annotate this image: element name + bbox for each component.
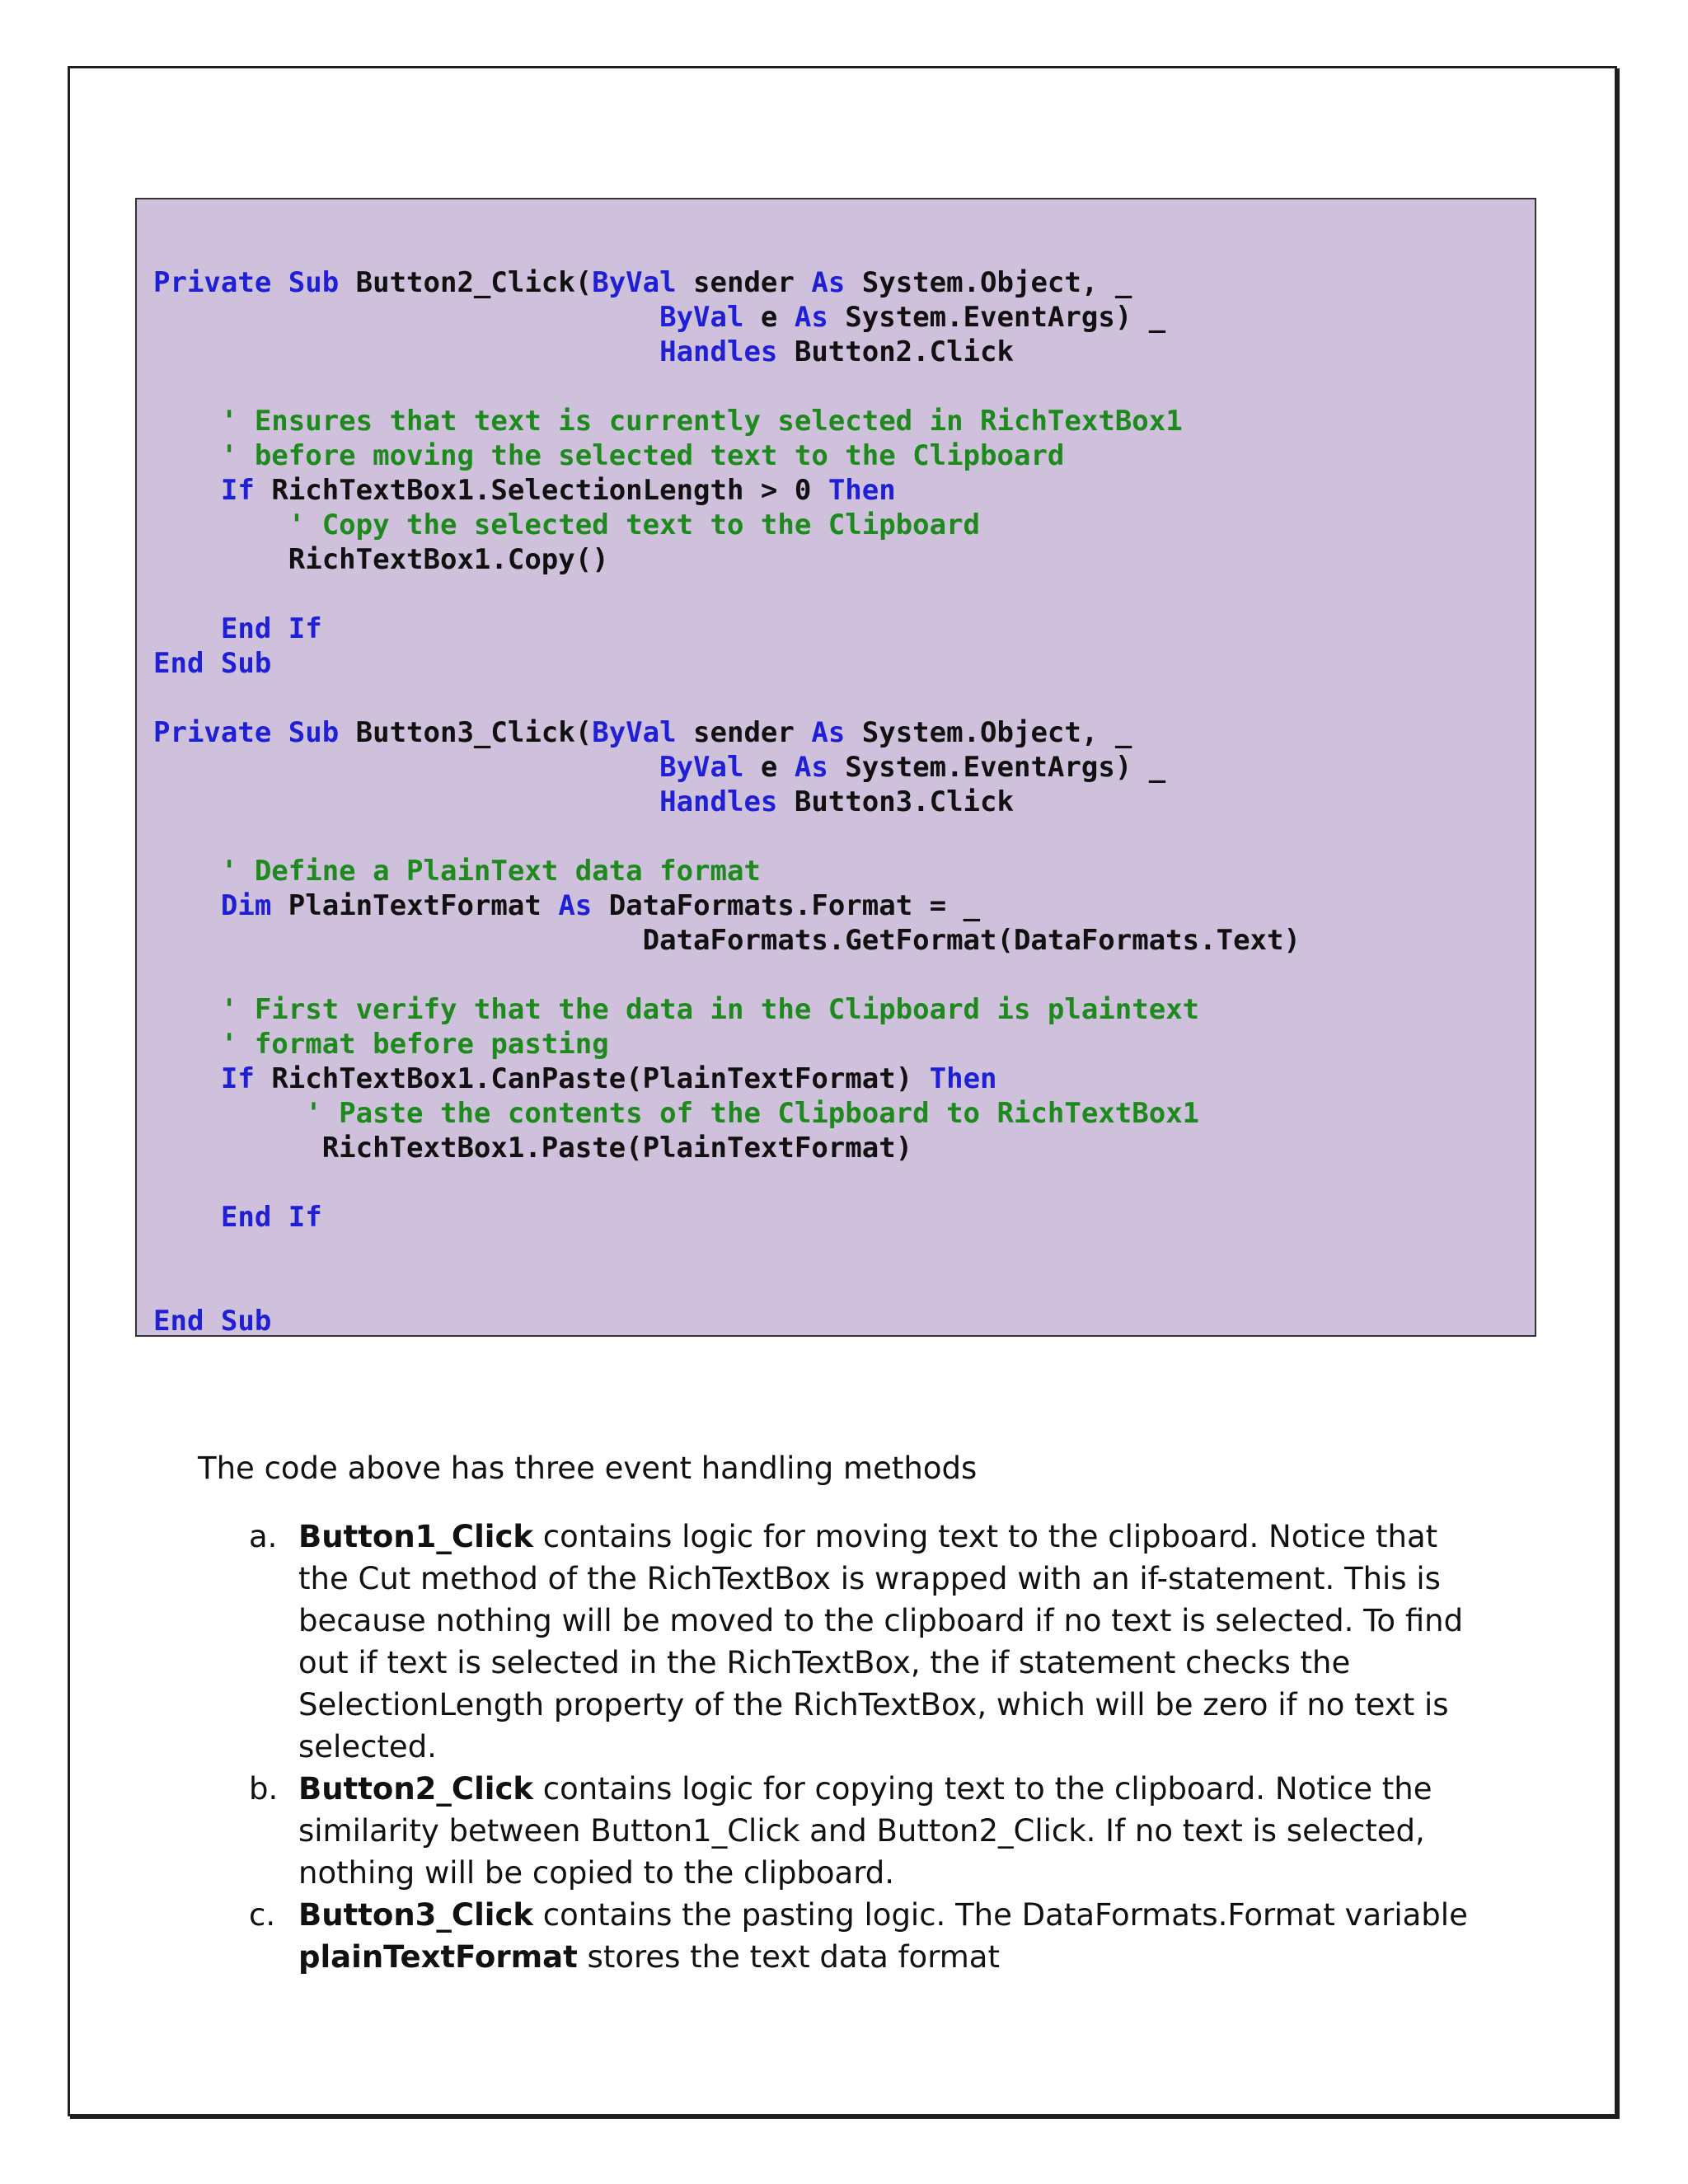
code-text: e bbox=[743, 301, 795, 334]
code-keyword: ByVal bbox=[592, 716, 677, 749]
list-marker: a. bbox=[249, 1519, 278, 1554]
code-line bbox=[153, 646, 1301, 681]
code-keyword: Handles bbox=[659, 335, 778, 368]
code-text bbox=[153, 1201, 221, 1234]
code-text: Button3_Click( bbox=[355, 716, 593, 749]
code-keyword: Then bbox=[828, 474, 896, 507]
code-blank-line bbox=[153, 958, 1301, 992]
method-description: contains the pasting logic. The DataFormats.Format variable bbox=[532, 1897, 1468, 1933]
code-text: DataFormats.Format = _ bbox=[592, 889, 981, 922]
code-text: PlainTextFormat bbox=[271, 889, 559, 922]
code-line bbox=[153, 992, 1301, 1027]
code-line bbox=[153, 715, 1301, 750]
method-description: contains logic for moving text to the clipboard. Notice that the Cut method of the RichTextBox is wrapped with an if-statement. This is because nothing will be moved to the clipboard if no text is selected. To find out if text is selected in the RichTextBox, the if statement checks the SelectionLength property of the RichTextBox, which will be zero if no text is selected. bbox=[298, 1519, 1464, 1765]
code-line bbox=[153, 542, 1301, 577]
code-keyword: As bbox=[794, 751, 828, 784]
code-keyword: Private Sub bbox=[153, 716, 356, 749]
code-line bbox=[153, 750, 1301, 785]
method-name: Button1_Click bbox=[298, 1519, 533, 1554]
code-text: RichTextBox1.Copy() bbox=[153, 543, 609, 576]
explanation-section bbox=[198, 1447, 1484, 1978]
code-keyword: End Sub bbox=[153, 647, 272, 680]
code-keyword: As bbox=[811, 716, 846, 749]
code-line bbox=[153, 1304, 1301, 1338]
code-keyword: ByVal bbox=[659, 751, 744, 784]
code-text: System.EventArgs) _ bbox=[828, 751, 1166, 784]
code-text bbox=[153, 993, 221, 1026]
code-text: DataFormats.GetFormat(DataFormats.Text) bbox=[153, 924, 1301, 957]
code-keyword: If bbox=[220, 474, 255, 507]
code-keyword: End If bbox=[220, 612, 322, 645]
code-lines bbox=[153, 265, 1301, 1338]
code-line bbox=[153, 404, 1301, 438]
methods-list bbox=[198, 1516, 1484, 1978]
code-keyword: As bbox=[558, 889, 593, 922]
code-blank-line bbox=[153, 1269, 1301, 1304]
code-keyword: As bbox=[811, 266, 846, 299]
code-blank-line bbox=[153, 1165, 1301, 1200]
code-keyword: As bbox=[794, 301, 828, 334]
code-line bbox=[153, 1131, 1301, 1165]
code-line bbox=[153, 923, 1301, 958]
code-text bbox=[153, 439, 221, 472]
list-item-button3-click bbox=[198, 1894, 1484, 1978]
code-line bbox=[153, 854, 1301, 888]
code-text: RichTextBox1.Paste(PlainTextFormat) bbox=[153, 1132, 913, 1165]
code-comment: ' format before pasting bbox=[220, 1028, 609, 1061]
code-text bbox=[153, 855, 221, 888]
code-keyword: Then bbox=[929, 1062, 997, 1095]
code-text: Button2.Click bbox=[777, 335, 1014, 368]
code-comment: ' Define a PlainText data format bbox=[220, 855, 761, 888]
explanation-intro: The code above has three event handling methods bbox=[198, 1451, 978, 1486]
code-blank-line bbox=[153, 369, 1301, 404]
code-line bbox=[153, 473, 1301, 508]
code-keyword: End If bbox=[220, 1201, 322, 1234]
code-text bbox=[153, 751, 659, 784]
code-blank-line bbox=[153, 1235, 1301, 1269]
code-comment: ' Copy the selected text to the Clipboard bbox=[288, 509, 981, 541]
code-text: sender bbox=[676, 266, 812, 299]
code-text bbox=[153, 1097, 305, 1130]
code-comment: ' before moving the selected text to the Clipboard bbox=[220, 439, 1065, 472]
code-text bbox=[153, 509, 288, 541]
code-line bbox=[153, 335, 1301, 369]
code-keyword: If bbox=[220, 1062, 255, 1095]
code-keyword: Private Sub bbox=[153, 266, 356, 299]
code-text bbox=[153, 474, 221, 507]
code-line bbox=[153, 508, 1301, 542]
list-item-button1-click bbox=[198, 1516, 1484, 1768]
code-text: e bbox=[743, 751, 795, 784]
code-line bbox=[153, 438, 1301, 473]
method-name: Button2_Click bbox=[298, 1771, 533, 1807]
code-line bbox=[153, 265, 1301, 300]
code-text bbox=[153, 301, 659, 334]
code-text: Button2_Click( bbox=[355, 266, 593, 299]
code-text bbox=[153, 1062, 221, 1095]
code-keyword: ByVal bbox=[592, 266, 677, 299]
code-text: RichTextBox1.CanPaste(PlainTextFormat) bbox=[254, 1062, 930, 1095]
code-text: System.Object, _ bbox=[845, 716, 1132, 749]
code-line bbox=[153, 785, 1301, 819]
code-line bbox=[153, 612, 1301, 646]
code-text: System.Object, _ bbox=[845, 266, 1132, 299]
list-item-button2-click bbox=[198, 1768, 1484, 1894]
code-line bbox=[153, 300, 1301, 335]
method-name: Button3_Click bbox=[298, 1897, 533, 1933]
code-keyword: Handles bbox=[659, 785, 778, 818]
code-text: sender bbox=[676, 716, 812, 749]
code-text bbox=[153, 785, 659, 818]
method-description-tail: stores the text data format bbox=[577, 1939, 1000, 1975]
code-line bbox=[153, 1096, 1301, 1131]
code-keyword: ByVal bbox=[659, 301, 744, 334]
code-comment: ' First verify that the data in the Clipboard is plaintext bbox=[220, 993, 1200, 1026]
code-listing-box bbox=[135, 198, 1536, 1337]
code-line bbox=[153, 1062, 1301, 1096]
code-text bbox=[153, 612, 221, 645]
code-line bbox=[153, 1200, 1301, 1235]
list-marker: c. bbox=[249, 1897, 276, 1933]
code-blank-line bbox=[153, 577, 1301, 612]
code-text bbox=[153, 405, 221, 438]
code-blank-line bbox=[153, 819, 1301, 854]
code-comment: ' Paste the contents of the Clipboard to RichTextBox1 bbox=[305, 1097, 1200, 1130]
code-blank-line bbox=[153, 681, 1301, 715]
code-line bbox=[153, 888, 1301, 923]
code-comment: ' Ensures that text is currently selected in RichTextBox1 bbox=[220, 405, 1183, 438]
code-line bbox=[153, 1027, 1301, 1062]
code-text bbox=[153, 889, 221, 922]
method-description: contains logic for copying text to the clipboard. Notice the similarity between Button1_Click and Button2_Click. If no text is selected, nothing will be copied to the clipboard. bbox=[298, 1771, 1432, 1891]
variable-name-term: plainTextFormat bbox=[298, 1939, 578, 1975]
code-text: System.EventArgs) _ bbox=[828, 301, 1166, 334]
code-text bbox=[153, 1028, 221, 1061]
code-text: RichTextBox1.SelectionLength > 0 bbox=[254, 474, 828, 507]
code-text: Button3.Click bbox=[777, 785, 1014, 818]
code-text bbox=[153, 335, 659, 368]
code-keyword: Dim bbox=[220, 889, 272, 922]
code-keyword: End Sub bbox=[153, 1305, 272, 1338]
list-marker: b. bbox=[249, 1771, 279, 1807]
